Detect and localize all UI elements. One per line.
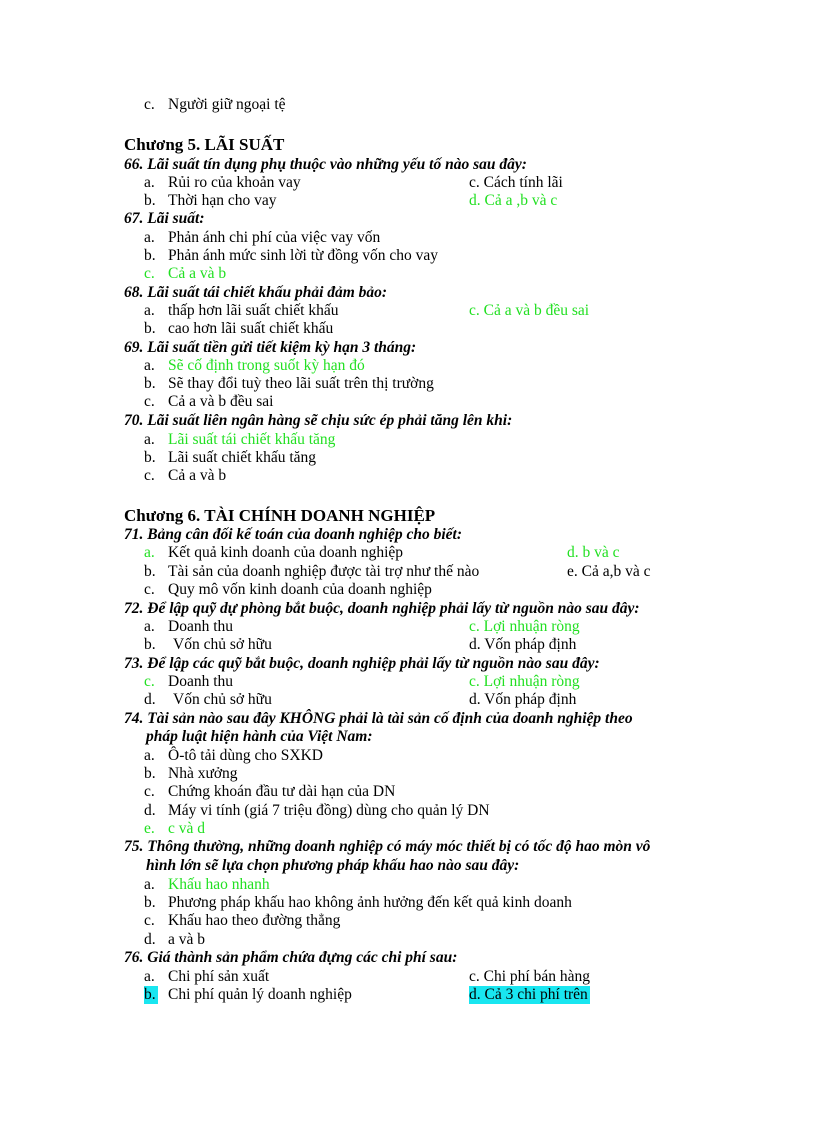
q66-option-b: Thời hạn cho vay	[168, 192, 277, 209]
q76-option-a: Chi phí sản xuất	[168, 968, 270, 985]
question-75-title: 75. Thông thường, những doanh nghiệp có máy móc thiết bị có tốc độ hao mòn vô	[124, 838, 651, 855]
q66-option-a: Rủi ro của khoản vay	[168, 174, 301, 191]
question-76-title: 76. Giá thành sản phẩm chứa đựng các chi phí sau:	[124, 949, 458, 966]
option-marker: a.	[144, 544, 155, 561]
q71-option-c: Quy mô vốn kinh doanh của doanh nghiệp	[168, 581, 432, 598]
chapter-5-heading: Chương 5. LÃI SUẤT	[124, 135, 285, 154]
option-marker: c.	[144, 783, 155, 800]
question-70-title: 70. Lãi suất liên ngân hàng sẽ chịu sức ép phải tăng lên khi:	[124, 412, 513, 429]
q69-option-b: Sẽ thay đổi tuỳ theo lãi suất trên thị trường	[168, 375, 434, 392]
option-marker: c.	[144, 467, 155, 484]
option-marker: a.	[144, 174, 155, 191]
option-marker: b.	[144, 192, 156, 209]
option-marker: c.	[144, 393, 155, 410]
q68-option-a: thấp hơn lãi suất chiết khấu	[168, 302, 339, 319]
q74-option-a: Ô-tô tải dùng cho SXKD	[168, 747, 323, 764]
q75-option-b: Phương pháp khấu hao không ảnh hưởng đến kết quả kinh doanh	[168, 894, 572, 911]
q75-option-c: Khấu hao theo đường thẳng	[168, 912, 341, 929]
option-marker: a.	[144, 357, 155, 374]
q71-option-e: e. Cả a,b và c	[567, 563, 651, 580]
q75-option-d: a và b	[168, 931, 206, 948]
q67-option-a: Phản ánh chi phí của việc vay vốn	[168, 229, 381, 246]
question-69-title: 69. Lãi suất tiền gửi tiết kiệm kỳ hạn 3 tháng:	[124, 339, 417, 356]
option-marker: c.	[144, 912, 155, 929]
option-marker: c.	[144, 96, 155, 113]
option-marker: b.	[144, 320, 156, 337]
q71-option-d-answer: d. b và c	[567, 544, 620, 561]
question-68-title: 68. Lãi suất tái chiết khấu phải đảm bảo:	[124, 284, 388, 301]
option-marker: e.	[144, 820, 155, 837]
option-marker: c.	[144, 265, 155, 282]
q69-option-a-answer: Sẽ cố định trong suốt kỳ hạn đó	[168, 357, 365, 374]
q67-option-b: Phản ánh mức sinh lời từ đồng vốn cho vay	[168, 247, 438, 264]
option-marker: a.	[144, 229, 155, 246]
q70-option-c: Cả a và b	[168, 467, 227, 484]
q71-option-a: Kết quả kinh doanh của doanh nghiệp	[168, 544, 404, 561]
option-marker: b.	[144, 894, 156, 911]
option-marker: a.	[144, 968, 155, 985]
q75-option-a-answer: Khấu hao nhanh	[168, 876, 270, 893]
q72-option-a: Doanh thu	[168, 618, 234, 635]
question-71-title: 71. Bảng cân đối kế toán của doanh nghiệp cho biết:	[124, 526, 463, 543]
q66-option-c: c. Cách tính lãi	[469, 174, 563, 191]
q76-option-b: Chi phí quản lý doanh nghiệp	[168, 986, 352, 1003]
option-marker: b.	[144, 636, 156, 653]
question-67-title: 67. Lãi suất:	[124, 210, 205, 227]
q74-option-b: Nhà xưởng	[168, 765, 238, 782]
q72-option-d: d. Vốn pháp định	[469, 636, 577, 653]
q76-option-d-answer: d. Cả 3 chi phí trên	[469, 986, 588, 1003]
q69-option-c: Cả a và b đều sai	[168, 393, 274, 410]
option-marker: c.	[144, 673, 155, 690]
q72-option-c-answer: c. Lợi nhuận ròng	[469, 618, 580, 635]
option-marker-highlighted: b.	[144, 986, 156, 1003]
option-marker: a.	[144, 302, 155, 319]
option-marker: a.	[144, 618, 155, 635]
q73-option-d: d. Vốn pháp định	[469, 691, 577, 708]
option-marker: d.	[144, 691, 156, 708]
option-marker: b.	[144, 765, 156, 782]
option-marker: d.	[144, 802, 156, 819]
option-marker: b.	[144, 247, 156, 264]
q72-option-b: Vốn chủ sở hữu	[173, 636, 272, 653]
question-74-title-cont: pháp luật hiện hành của Việt Nam:	[146, 728, 373, 745]
q70-option-b: Lãi suất chiết khấu tăng	[168, 449, 317, 466]
option-marker: c.	[144, 581, 155, 598]
option-marker: d.	[144, 931, 156, 948]
q68-option-c-answer: c. Cả a và b đều sai	[469, 302, 590, 319]
option-marker: b.	[144, 563, 156, 580]
question-75-title-cont: hình lớn sẽ lựa chọn phương pháp khấu hao nào sau đây:	[146, 857, 520, 874]
q74-option-e-answer: c và d	[168, 820, 206, 837]
q73-option-c1: Doanh thu	[168, 673, 234, 690]
option-text: Người giữ ngoại tệ	[168, 96, 286, 113]
q66-option-d-answer: d. Cả a ,b và c	[469, 192, 558, 209]
option-marker: a.	[144, 876, 155, 893]
option-marker: b.	[144, 375, 156, 392]
option-marker: b.	[144, 449, 156, 466]
q73-option-d1: Vốn chủ sở hữu	[173, 691, 272, 708]
q70-option-a-answer: Lãi suất tái chiết khấu tăng	[168, 431, 336, 448]
option-marker: a.	[144, 747, 155, 764]
question-74-title: 74. Tài sản nào sau đây KHÔNG phải là tài sản cố định của doanh nghiệp theo	[124, 710, 633, 727]
question-72-title: 72. Để lập quỹ dự phòng bắt buộc, doanh nghiệp phải lấy từ nguồn nào sau đây:	[124, 600, 640, 617]
q76-option-c: c. Chi phí bán hàng	[469, 968, 590, 985]
q68-option-b: cao hơn lãi suất chiết khấu	[168, 320, 334, 337]
question-66-title: 66. Lãi suất tín dụng phụ thuộc vào những yếu tố nào sau đây:	[124, 156, 527, 173]
question-73-title: 73. Để lập các quỹ bắt buộc, doanh nghiệp phải lấy từ nguồn nào sau đây:	[124, 655, 600, 672]
q74-option-d: Máy vi tính (giá 7 triệu đồng) dùng cho quản lý DN	[168, 802, 490, 819]
chapter-6-heading: Chương 6. TÀI CHÍNH DOANH NGHIỆP	[124, 506, 436, 525]
q71-option-b: Tài sản của doanh nghiệp được tài trợ như thế nào	[168, 563, 480, 580]
q73-option-c-answer: c. Lợi nhuận ròng	[469, 673, 580, 690]
option-marker: a.	[144, 431, 155, 448]
q74-option-c: Chứng khoán đầu tư dài hạn của DN	[168, 783, 396, 800]
q67-option-c-answer: Cả a và b	[168, 265, 227, 282]
